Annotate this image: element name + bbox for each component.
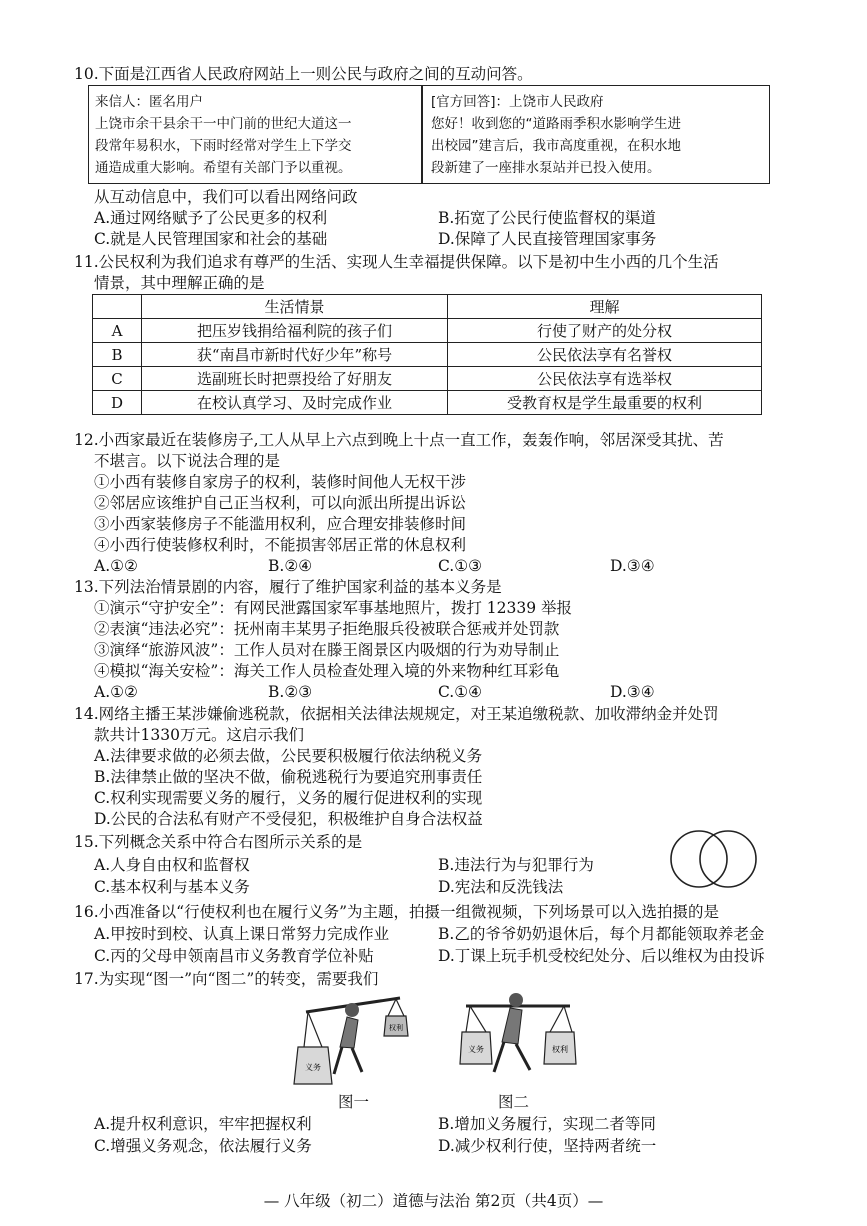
table-header-row bbox=[93, 295, 762, 319]
q12-option-b: B.②④ bbox=[268, 557, 313, 575]
table-header-cell: 理解 bbox=[448, 295, 762, 319]
q12-option-d: D.③④ bbox=[610, 557, 655, 575]
table-cell: 行使了财产的处分权 bbox=[448, 319, 762, 343]
q10-left-line4: 通造成重大影响。希望有关部门予以重视。 bbox=[95, 160, 352, 176]
q16-option-b: B.乙的爷爷奶奶退休后，每个月都能领取养老金 bbox=[438, 925, 765, 943]
q12-stem-line1: 12.小西家最近在装修房子,工人从早上六点到晚上十点一直工作，轰轰作响，邻居深受其扰、苦 bbox=[74, 431, 724, 449]
table-header-cell: 生活情景 bbox=[142, 295, 448, 319]
table-cell: 获“南昌市新时代好少年”称号 bbox=[142, 343, 448, 367]
q16-option-c: C.丙的父母申领南昌市义务教育学位补贴 bbox=[94, 947, 374, 965]
q17-option-d: D.减少权利行使，坚持两者统一 bbox=[438, 1137, 657, 1155]
q14-stem-line2: 款共计1330万元。这启示我们 bbox=[94, 726, 304, 744]
q10-left-line1: 来信人：匿名用户 bbox=[95, 94, 203, 110]
q14-option-a: A.法律要求做的必须去做，公民要积极履行依法纳税义务 bbox=[94, 747, 483, 765]
q13-item: ③演绎“旅游风波”：工作人员对在滕王阁景区内吸烟的行为劝导制止 bbox=[94, 641, 560, 659]
q10-question: 从互动信息中，我们可以看出网络问政 bbox=[94, 188, 358, 206]
q16-option-d: D.丁课上玩手机受校纪处分、后以维权为由投诉 bbox=[438, 947, 765, 965]
q12-option-c: C.①③ bbox=[438, 557, 483, 575]
q12-item: ②邻居应该维护自己正当权利，可以向派出所提出诉讼 bbox=[94, 494, 467, 512]
q16-option-a: A.甲按时到校、认真上课日常努力完成作业 bbox=[94, 925, 390, 943]
q17-option-a: A.提升权利意识，牢牢把握权利 bbox=[94, 1115, 312, 1133]
q17-option-c: C.增强义务观念，依法履行义务 bbox=[94, 1137, 312, 1155]
q15-stem: 15.下列概念关系中符合右图所示关系的是 bbox=[74, 833, 363, 851]
q10-right-line3: 出校园”建言后，我市高度重视，在积水地 bbox=[431, 138, 681, 154]
overlapping-circles-figure bbox=[664, 828, 764, 890]
q13-stem: 13.下列法治情景剧的内容，履行了维护国家利益的基本义务是 bbox=[74, 578, 502, 596]
q14-option-b: B.法律禁止做的坚决不做，偷税逃税行为要追究刑事责任 bbox=[94, 768, 483, 786]
q15-option-d: D.宪法和反洗钱法 bbox=[438, 878, 564, 896]
page-footer: — 八年级（初二）道德与法治 第2页（共4页）— bbox=[263, 1192, 604, 1210]
figure-one-left-bag-label: 义务 bbox=[305, 1063, 321, 1072]
q12-item: ③小西家装修房子不能滥用权利，应合理安排装修时间 bbox=[94, 515, 467, 533]
q15-option-c: C.基本权利与基本义务 bbox=[94, 878, 250, 896]
table-row bbox=[93, 391, 762, 415]
table-cell: 公民依法享有选举权 bbox=[448, 367, 762, 391]
q10-left-line3: 段常年易积水，下雨时经常对学生上下学交 bbox=[95, 138, 352, 154]
table-cell: C bbox=[93, 367, 142, 391]
q11-stem-line2: 情景，其中理解正确的是 bbox=[94, 274, 265, 292]
figure-one-carrying-pole bbox=[292, 992, 412, 1092]
table-cell: D bbox=[93, 391, 142, 415]
q17-option-b: B.增加义务履行，实现二者等同 bbox=[438, 1115, 656, 1133]
q13-option-d: D.③④ bbox=[610, 683, 655, 701]
table-cell: 把压岁钱捐给福利院的孩子们 bbox=[142, 319, 448, 343]
table-cell: 公民依法享有名誉权 bbox=[448, 343, 762, 367]
q12-option-a: A.①② bbox=[94, 557, 138, 575]
q16-stem: 16.小西准备以“行使权利也在履行义务”为主题，拍摄一组微视频，下列场景可以入选拍摄的是 bbox=[74, 903, 720, 921]
q13-item: ②表演“违法必究”：抚州南丰某男子拒绝服兵役被联合惩戒并处罚款 bbox=[94, 620, 560, 638]
q10-option-a: A.通过网络赋予了公民更多的权利 bbox=[94, 209, 328, 227]
q11-table bbox=[92, 294, 762, 415]
q14-option-c: C.权利实现需要义务的履行，义务的履行促进权利的实现 bbox=[94, 789, 483, 807]
q15-option-a: A.人身自由权和监督权 bbox=[94, 856, 250, 874]
table-row bbox=[93, 319, 762, 343]
q10-right-line2: 您好！收到您的“道路雨季积水影响学生进 bbox=[431, 116, 681, 132]
q17-stem: 17.为实现“图一”向“图二”的转变，需要我们 bbox=[74, 970, 379, 988]
q10-stem: 10.下面是江西省人民政府网站上一则公民与政府之间的互动问答。 bbox=[74, 65, 533, 83]
q13-item: ①演示“守护安全”：有网民泄露国家军事基地照片，拨打 12339 举报 bbox=[94, 599, 573, 617]
figure-two-left-bag-label: 义务 bbox=[468, 1045, 484, 1054]
table-row bbox=[93, 343, 762, 367]
q10-government-box bbox=[422, 85, 770, 184]
q10-left-line2: 上饶市余干县余干一中门前的世纪大道这一 bbox=[95, 116, 352, 132]
q13-option-b: B.②③ bbox=[268, 683, 313, 701]
q10-right-line1: [官方回答]：上饶市人民政府 bbox=[431, 94, 604, 110]
figure-one-right-bag-label: 权利 bbox=[389, 1024, 403, 1032]
q10-citizen-box bbox=[88, 85, 422, 184]
figure-two-carrying-pole bbox=[458, 992, 578, 1092]
table-cell: A bbox=[93, 319, 142, 343]
q12-stem-line2: 不堪言。以下说法合理的是 bbox=[94, 452, 281, 470]
q12-item: ①小西有装修自家房子的权利，装修时间他人无权干涉 bbox=[94, 473, 467, 491]
table-row bbox=[93, 367, 762, 391]
q12-item: ④小西行使装修权利时，不能损害邻居正常的休息权利 bbox=[94, 536, 467, 554]
q10-option-c: C.就是人民管理国家和社会的基础 bbox=[94, 230, 328, 248]
q14-option-d: D.公民的合法私有财产不受侵犯，积极维护自身合法权益 bbox=[94, 810, 483, 828]
table-header-cell bbox=[93, 295, 142, 319]
table-cell: 选副班长时把票投给了好朋友 bbox=[142, 367, 448, 391]
q13-option-c: C.①④ bbox=[438, 683, 483, 701]
q13-option-a: A.①② bbox=[94, 683, 138, 701]
q10-option-d: D.保障了人民直接管理国家事务 bbox=[438, 230, 657, 248]
q14-stem-line1: 14.网络主播王某涉嫌偷逃税款，依据相关法律法规规定，对王某追缴税款、加收滞纳金并处罚 bbox=[74, 705, 719, 723]
table-cell: B bbox=[93, 343, 142, 367]
table-cell: 受教育权是学生最重要的权利 bbox=[448, 391, 762, 415]
q15-option-b: B.违法行为与犯罪行为 bbox=[438, 856, 594, 874]
figure-one-caption: 图一 bbox=[338, 1093, 370, 1111]
figure-two-right-bag-label: 权利 bbox=[552, 1045, 568, 1054]
q10-right-line4: 段新建了一座排水泵站并已投入使用。 bbox=[431, 160, 661, 176]
q13-item: ④模拟“海关安检”：海关工作人员检查处理入境的外来物种红耳彩龟 bbox=[94, 662, 560, 680]
figure-two-caption: 图二 bbox=[498, 1093, 530, 1111]
table-cell: 在校认真学习、及时完成作业 bbox=[142, 391, 448, 415]
q10-option-b: B.拓宽了公民行使监督权的渠道 bbox=[438, 209, 656, 227]
q11-stem-line1: 11.公民权利为我们追求有尊严的生活、实现人生幸福提供保障。以下是初中生小西的几个生活 bbox=[74, 253, 719, 271]
